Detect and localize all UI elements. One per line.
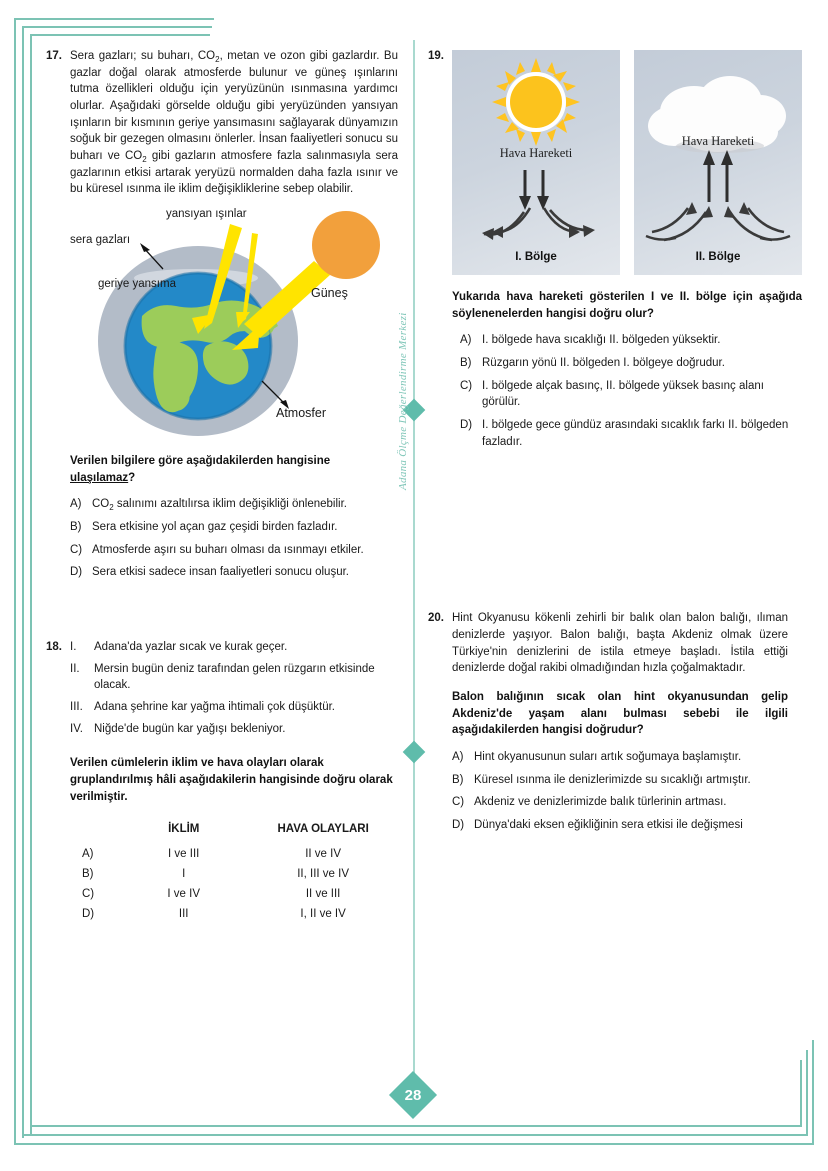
left-column	[46, 48, 398, 924]
option-text: Rüzgarın yönü II. bölgeden I. bölgeye doğrudur.	[482, 357, 725, 370]
row-letter: B)	[82, 868, 94, 881]
publisher-watermark: Adana Ölçme Değerlendirme Merkezi	[397, 312, 409, 490]
roman-text: Adana şehrine kar yağma ihtimali çok düşüktür.	[94, 701, 335, 714]
row-letter: C)	[82, 888, 95, 901]
row-hava: II, III ve IV	[297, 868, 350, 881]
option-text: Hint okyanusunun suları artık soğumaya başlamıştır.	[474, 751, 742, 764]
panel-1-svg	[452, 50, 620, 275]
label-sun: Güneş	[311, 286, 348, 301]
option-letter: C)	[452, 796, 465, 809]
option-text: Atmosferde aşırı su buharı olması da ısınmayı etkiler.	[92, 543, 364, 556]
option-20-b[interactable]	[452, 772, 788, 789]
option-letter: A)	[452, 751, 464, 764]
question-19-figure	[452, 50, 802, 275]
option-letter: D)	[70, 566, 83, 579]
question-19-prompt: Yukarıda hava hareketi gösterilen I ve II. bölge için aşağıda söylenenelerden hangisi doğru olur?	[452, 291, 802, 320]
option-letter: A)	[70, 498, 82, 511]
option-letter: C)	[70, 543, 83, 556]
option-letter: C)	[460, 379, 473, 392]
row-iklim: I ve III	[168, 848, 200, 861]
passage-subscript-1: 2	[215, 55, 220, 64]
right-column	[428, 48, 802, 840]
row-iklim: I	[182, 868, 186, 881]
column-divider	[413, 40, 415, 1080]
roman-number: IV.	[70, 722, 84, 735]
label-reflected-rays: yansıyan ışınlar	[166, 208, 247, 221]
question-18-number: 18.	[46, 641, 62, 654]
roman-item-1	[70, 639, 398, 656]
question-20	[428, 610, 788, 839]
option-body: salınımı azaltılırsa iklim değişikliği önlenebilir.	[113, 498, 347, 511]
sun-icon	[492, 58, 580, 146]
table-row[interactable]	[70, 904, 398, 924]
descending-air-arrows	[525, 170, 543, 200]
panel-1-air-movement-label: Hava Hareketi	[499, 146, 573, 160]
roman-item-3	[70, 699, 398, 716]
option-19-a[interactable]	[460, 332, 802, 349]
option-text: Sera etkisine yol açan gaz çeşidi birden fazladır.	[92, 521, 338, 534]
option-letter: D)	[452, 819, 465, 832]
frame-border-outer-top	[14, 18, 214, 20]
panel-1-caption: I. Bölge	[515, 251, 557, 263]
roman-text: Mersin bugün deniz tarafından gelen rüzgarın etkisinde olacak.	[94, 662, 375, 692]
label-atmosphere: Atmosfer	[276, 406, 327, 421]
label-back-reflection: geriye yansıma	[98, 278, 176, 291]
table-row[interactable]	[70, 884, 398, 904]
roman-item-4	[70, 721, 398, 738]
passage-subscript-2: 2	[142, 155, 147, 165]
air-flow-tails	[646, 236, 790, 240]
row-letter: D)	[82, 908, 95, 921]
greenhouse-gases-arrowhead	[140, 243, 150, 252]
greenhouse-effect-figure	[46, 206, 398, 441]
option-letter: B)	[452, 773, 464, 786]
converging-air-arrows-left	[652, 208, 706, 240]
option-prefix: CO	[92, 498, 110, 511]
converging-air-arrows-right	[730, 208, 784, 240]
frame-border-outer-bottom	[14, 1143, 814, 1145]
option-17-c[interactable]	[70, 542, 398, 559]
question-17-options	[70, 496, 398, 581]
header-hava-olaylari: HAVA OLAYLARI	[277, 823, 369, 836]
table-header-row	[70, 819, 398, 844]
sun-shape	[312, 211, 380, 279]
option-letter: B)	[70, 521, 82, 534]
question-17	[46, 48, 398, 581]
question-20-passage: Hint Okyanusu kökenli zehirli bir balık olan balon balığı, ılıman denizlerde yaşıyor. Balon balığı, başta Akdeniz olmak üzere Türkiye'nin denizlerini de istila etmeye başladı. İstila ettiği denizlerde doğal rakibi olmadığından hızla çoğalmaktadır.	[452, 612, 788, 675]
option-subscript: 2	[109, 503, 114, 513]
roman-text: Niğde'de bugün kar yağışı bekleniyor.	[94, 722, 286, 735]
question-20-prompt: Balon balığının sıcak olan hint okyanusundan gelip Akdeniz'de yaşam alanı bulması sebebi ile ilgili aşağıdakilerden hangisi doğrudur?	[452, 691, 788, 737]
frame-border-outer-left	[14, 18, 16, 1143]
descending-arrowhead-right	[537, 196, 549, 210]
option-20-c[interactable]	[452, 794, 788, 811]
option-20-a[interactable]	[452, 749, 788, 766]
frame-border-middle-bottom	[22, 1134, 808, 1136]
option-letter: D)	[460, 419, 473, 432]
option-17-d[interactable]	[70, 564, 398, 581]
row-iklim: III	[178, 908, 189, 921]
option-text	[92, 496, 398, 513]
option-17-a[interactable]	[70, 496, 398, 513]
question-19-number: 19.	[428, 50, 444, 62]
row-hava: II ve IV	[305, 848, 342, 861]
option-text: I. bölgede hava sıcaklığı II. bölgeden yüksektir.	[482, 334, 721, 347]
option-20-d[interactable]	[452, 817, 788, 834]
passage-seg-1: Sera gazları; su buharı, CO	[70, 50, 216, 62]
roman-number: I.	[70, 641, 77, 654]
panel-2-svg	[634, 50, 802, 275]
option-text: Akdeniz ve denizlerimizde balık türlerinin artması.	[474, 796, 727, 809]
ascending-air-arrows	[709, 162, 727, 202]
option-text: Sera etkisi sadece insan faaliyetleri sonucu oluşur.	[92, 566, 349, 579]
frame-border-middle-top	[22, 26, 212, 28]
question-17-passage	[70, 48, 398, 198]
row-hava: II ve III	[305, 888, 341, 901]
roman-item-2	[70, 661, 398, 694]
panel-region-1	[452, 50, 620, 275]
row-letter: A)	[82, 848, 94, 861]
option-text: I. bölgede alçak basınç, II. bölgede yüksek basınç alanı görülür.	[482, 379, 764, 409]
passage-seg-3: gibi gazların atmosfere fazla salınmasıyla sera gazlarının etkisi artarak yeryüzü normalden daha fazla ısınır ve bu küresel ısınma ile iklim değişikliklerine sebep olabilir.	[70, 150, 398, 196]
frame-border-outer-right	[812, 1040, 814, 1145]
question-18-prompt: Verilen cümlelerin iklim ve hava olayları olarak gruplandırılmış hâli aşağıdakilerin hangisinde doğru olarak verilmiştir.	[70, 757, 393, 803]
option-text: Küresel ısınma ile denizlerimizde su sıcaklığı artmıştır.	[474, 773, 751, 786]
option-19-d[interactable]	[460, 417, 802, 450]
question-19-options	[452, 332, 802, 450]
page-number-label: 28	[404, 1086, 422, 1104]
roman-number: III.	[70, 701, 83, 714]
option-text: Dünya'daki eksen eğikliğinin sera etkisi ile değişmesi	[474, 819, 743, 832]
frame-border-inner-top	[30, 34, 210, 36]
prompt-emphasis: ulaşılamaz	[70, 471, 129, 484]
passage-seg-2: , metan ve ozon gibi gazlardır. Bu gazlar doğal olarak atmosferde bulunur ve güneş ışınlarını tutma özellikleri olduğu için yeryüzünün ısınmasına yardımcı olurlar. Aşağıdaki görselde olduğu gibi yeryüzünden yansıyan ışınların bir kısmının geriye yansımasını sağlayarak dünyamızın soğuk bir gezegen olmasını önlerler. İnsan faaliyetleri sonucu su buharı ve CO	[70, 50, 398, 163]
frame-border-middle-left	[22, 26, 24, 1138]
panel-2-air-movement-label: Hava Hareketi	[681, 134, 755, 148]
row-hava: I, II ve IV	[300, 908, 346, 921]
option-text: I. bölgede gece gündüz arasındaki sıcaklık farkı II. bölgeden fazladır.	[482, 419, 789, 448]
option-19-c[interactable]	[460, 378, 802, 411]
roman-number: II.	[70, 662, 80, 675]
option-19-b[interactable]	[460, 355, 802, 372]
prompt-tail: ?	[128, 471, 136, 484]
prompt-text: Verilen bilgilere göre aşağıdakilerden hangisine	[70, 455, 331, 468]
option-17-b[interactable]	[70, 519, 398, 536]
label-greenhouse-gases: sera gazları	[70, 234, 131, 247]
panel-region-2	[634, 50, 802, 275]
option-letter: A)	[460, 334, 472, 347]
question-18-answer-table	[70, 819, 398, 924]
header-blank	[70, 819, 119, 844]
row-iklim: I ve IV	[167, 888, 201, 901]
frame-border-inner-right	[800, 1060, 802, 1127]
question-19	[428, 48, 802, 456]
header-iklim: İKLİM	[168, 823, 200, 836]
question-20-number: 20.	[428, 612, 444, 625]
panel-2-caption: II. Bölge	[695, 251, 741, 263]
frame-border-middle-right	[806, 1050, 808, 1136]
roman-text: Adana'da yazlar sıcak ve kurak geçer.	[94, 641, 288, 654]
question-17-prompt	[70, 453, 398, 486]
option-letter: B)	[460, 357, 472, 370]
divider-diamond-bottom	[403, 741, 426, 764]
question-18-roman-list	[70, 639, 398, 737]
question-17-number: 17.	[46, 50, 62, 62]
question-20-options	[452, 749, 788, 834]
table-row[interactable]	[70, 864, 398, 884]
question-18	[46, 639, 398, 924]
frame-border-inner-bottom	[30, 1125, 802, 1127]
table-row[interactable]	[70, 844, 398, 864]
frame-border-inner-left	[30, 34, 32, 1134]
